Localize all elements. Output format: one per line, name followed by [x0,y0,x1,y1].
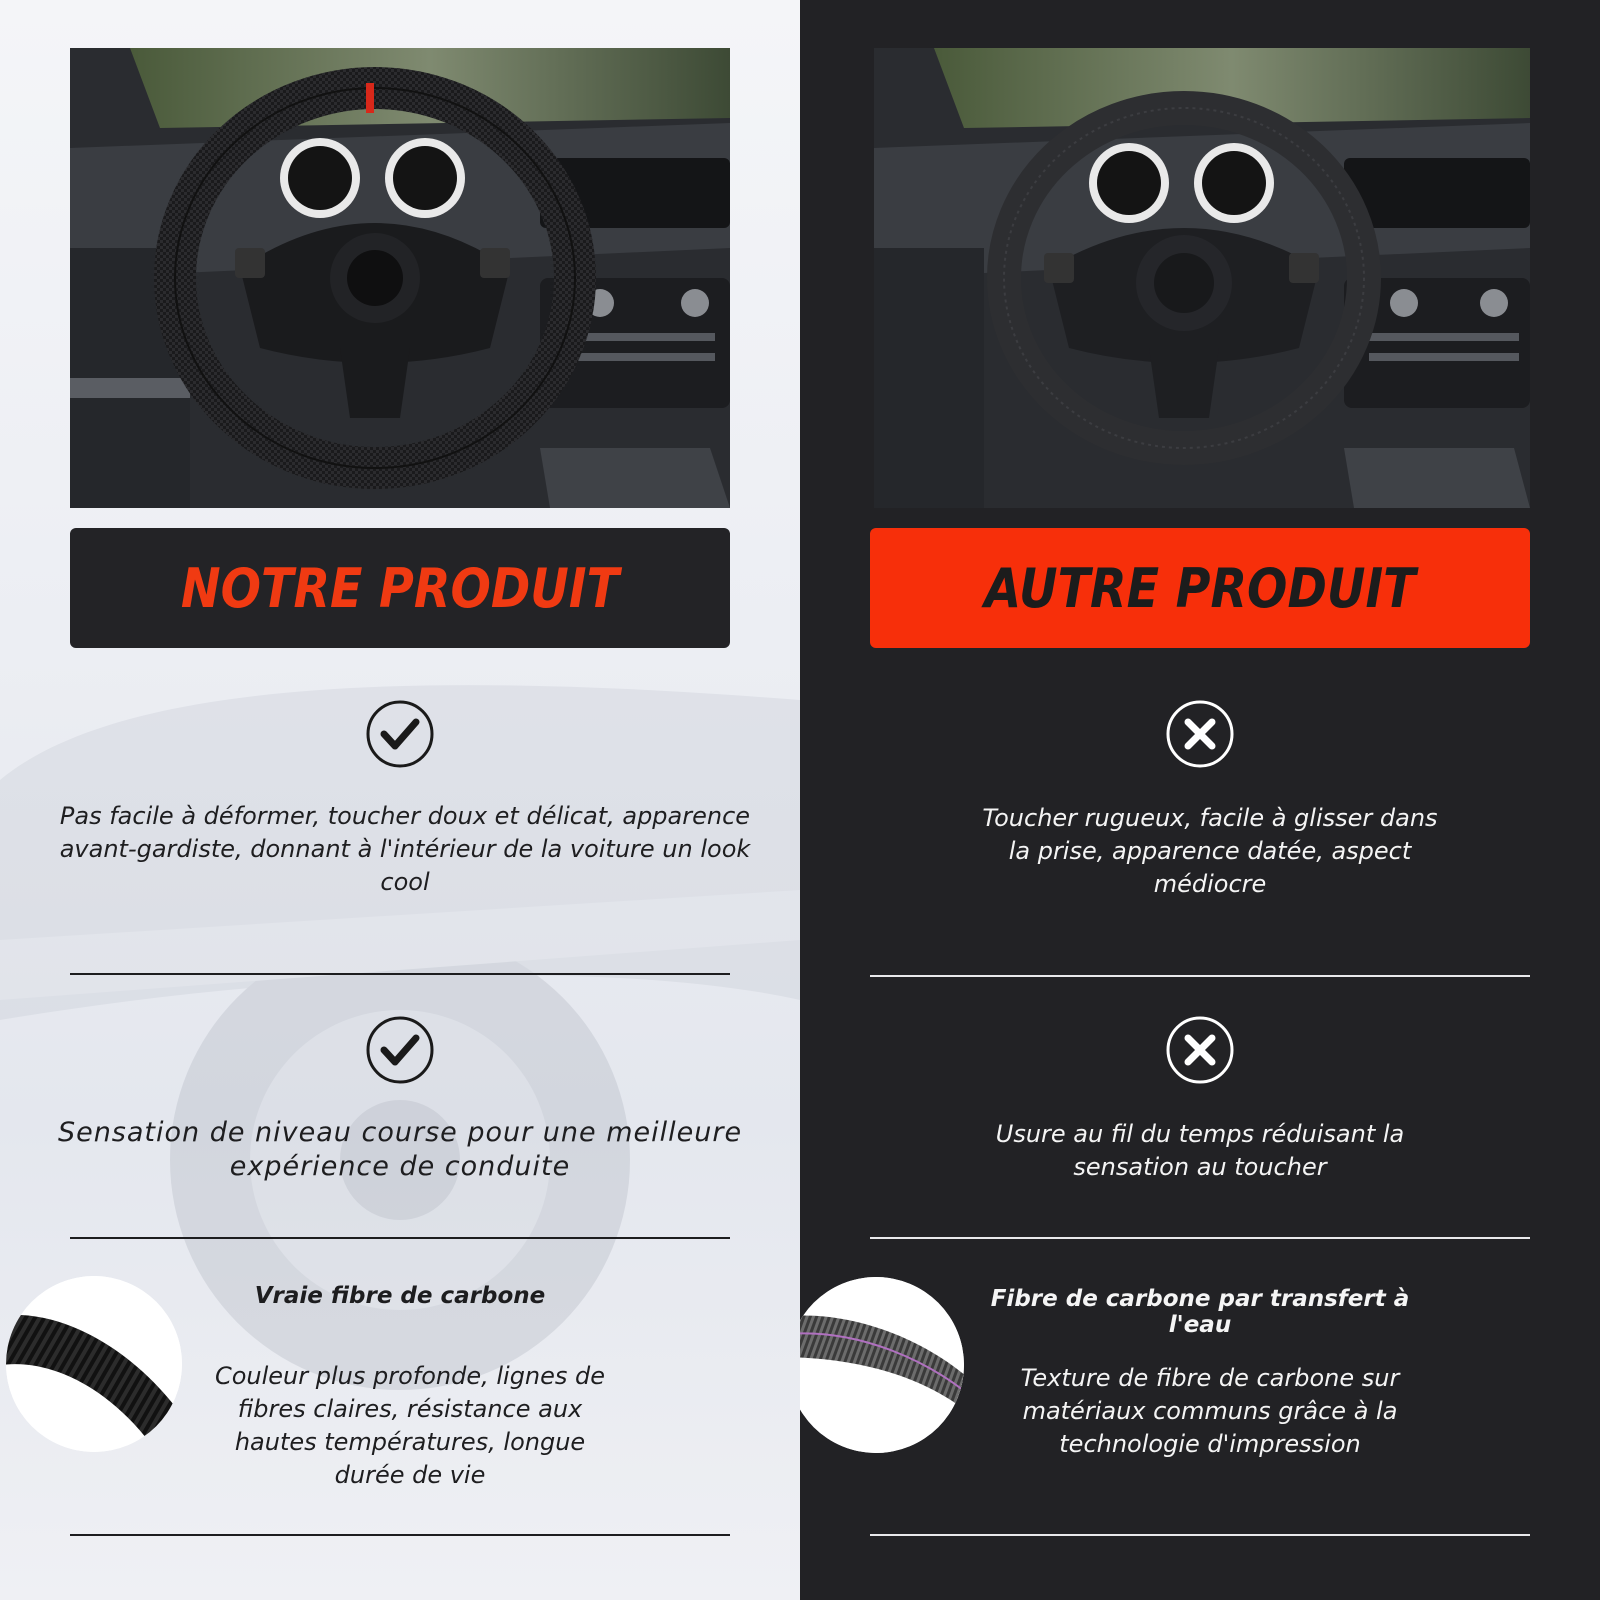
leather-steering-wheel-photo [874,48,1530,508]
other-product-banner [870,528,1530,648]
our-product-banner-label: NOTRE PRODUIT [180,556,620,620]
check-circle-icon [366,700,434,768]
our-product-feature-3-title: Vraie fibre de carbone [254,1283,546,1309]
divider [870,1534,1530,1536]
water-transfer-carbon-thumbnail [800,1277,964,1453]
other-product-feature-3-title: Fibre de carbone par transfert à l'eau [990,1286,1410,1338]
divider [870,1237,1530,1239]
real-carbon-fiber-thumbnail [6,1276,182,1452]
divider [870,975,1530,977]
other-product-banner-label: AUTRE PRODUIT [984,556,1416,620]
divider [70,1534,730,1536]
check-circle-icon [366,1016,434,1084]
our-product-feature-2-text: Sensation de niveau course pour une meilleure expérience de conduite [57,1117,743,1182]
our-product-feature-1-text: Pas facile à déformer, toucher doux et délicat, apparence avant-gardiste, donnant à l'intérieur de la voiture un look cool [59,802,751,896]
our-product-banner [70,528,730,648]
carbon-steering-wheel-photo [70,48,730,508]
other-product-feature-2-text: Usure au fil du temps réduisant la sensation au toucher [995,1120,1405,1181]
divider [70,1237,730,1239]
our-product-feature-3-text: Couleur plus profonde, lignes de fibres claires, résistance aux hautes températures, longue durée de vie [214,1362,606,1489]
x-circle-icon [1166,1016,1234,1084]
divider [70,973,730,975]
other-product-panel [800,0,1600,1600]
other-product-feature-1-text: Toucher rugueux, facile à glisser dans la prise, apparence datée, aspect médiocre [982,804,1438,898]
x-circle-icon [1166,700,1234,768]
other-product-feature-3-text: Texture de fibre de carbone sur matériaux communs grâce à la technologie d'impression [1020,1364,1400,1458]
